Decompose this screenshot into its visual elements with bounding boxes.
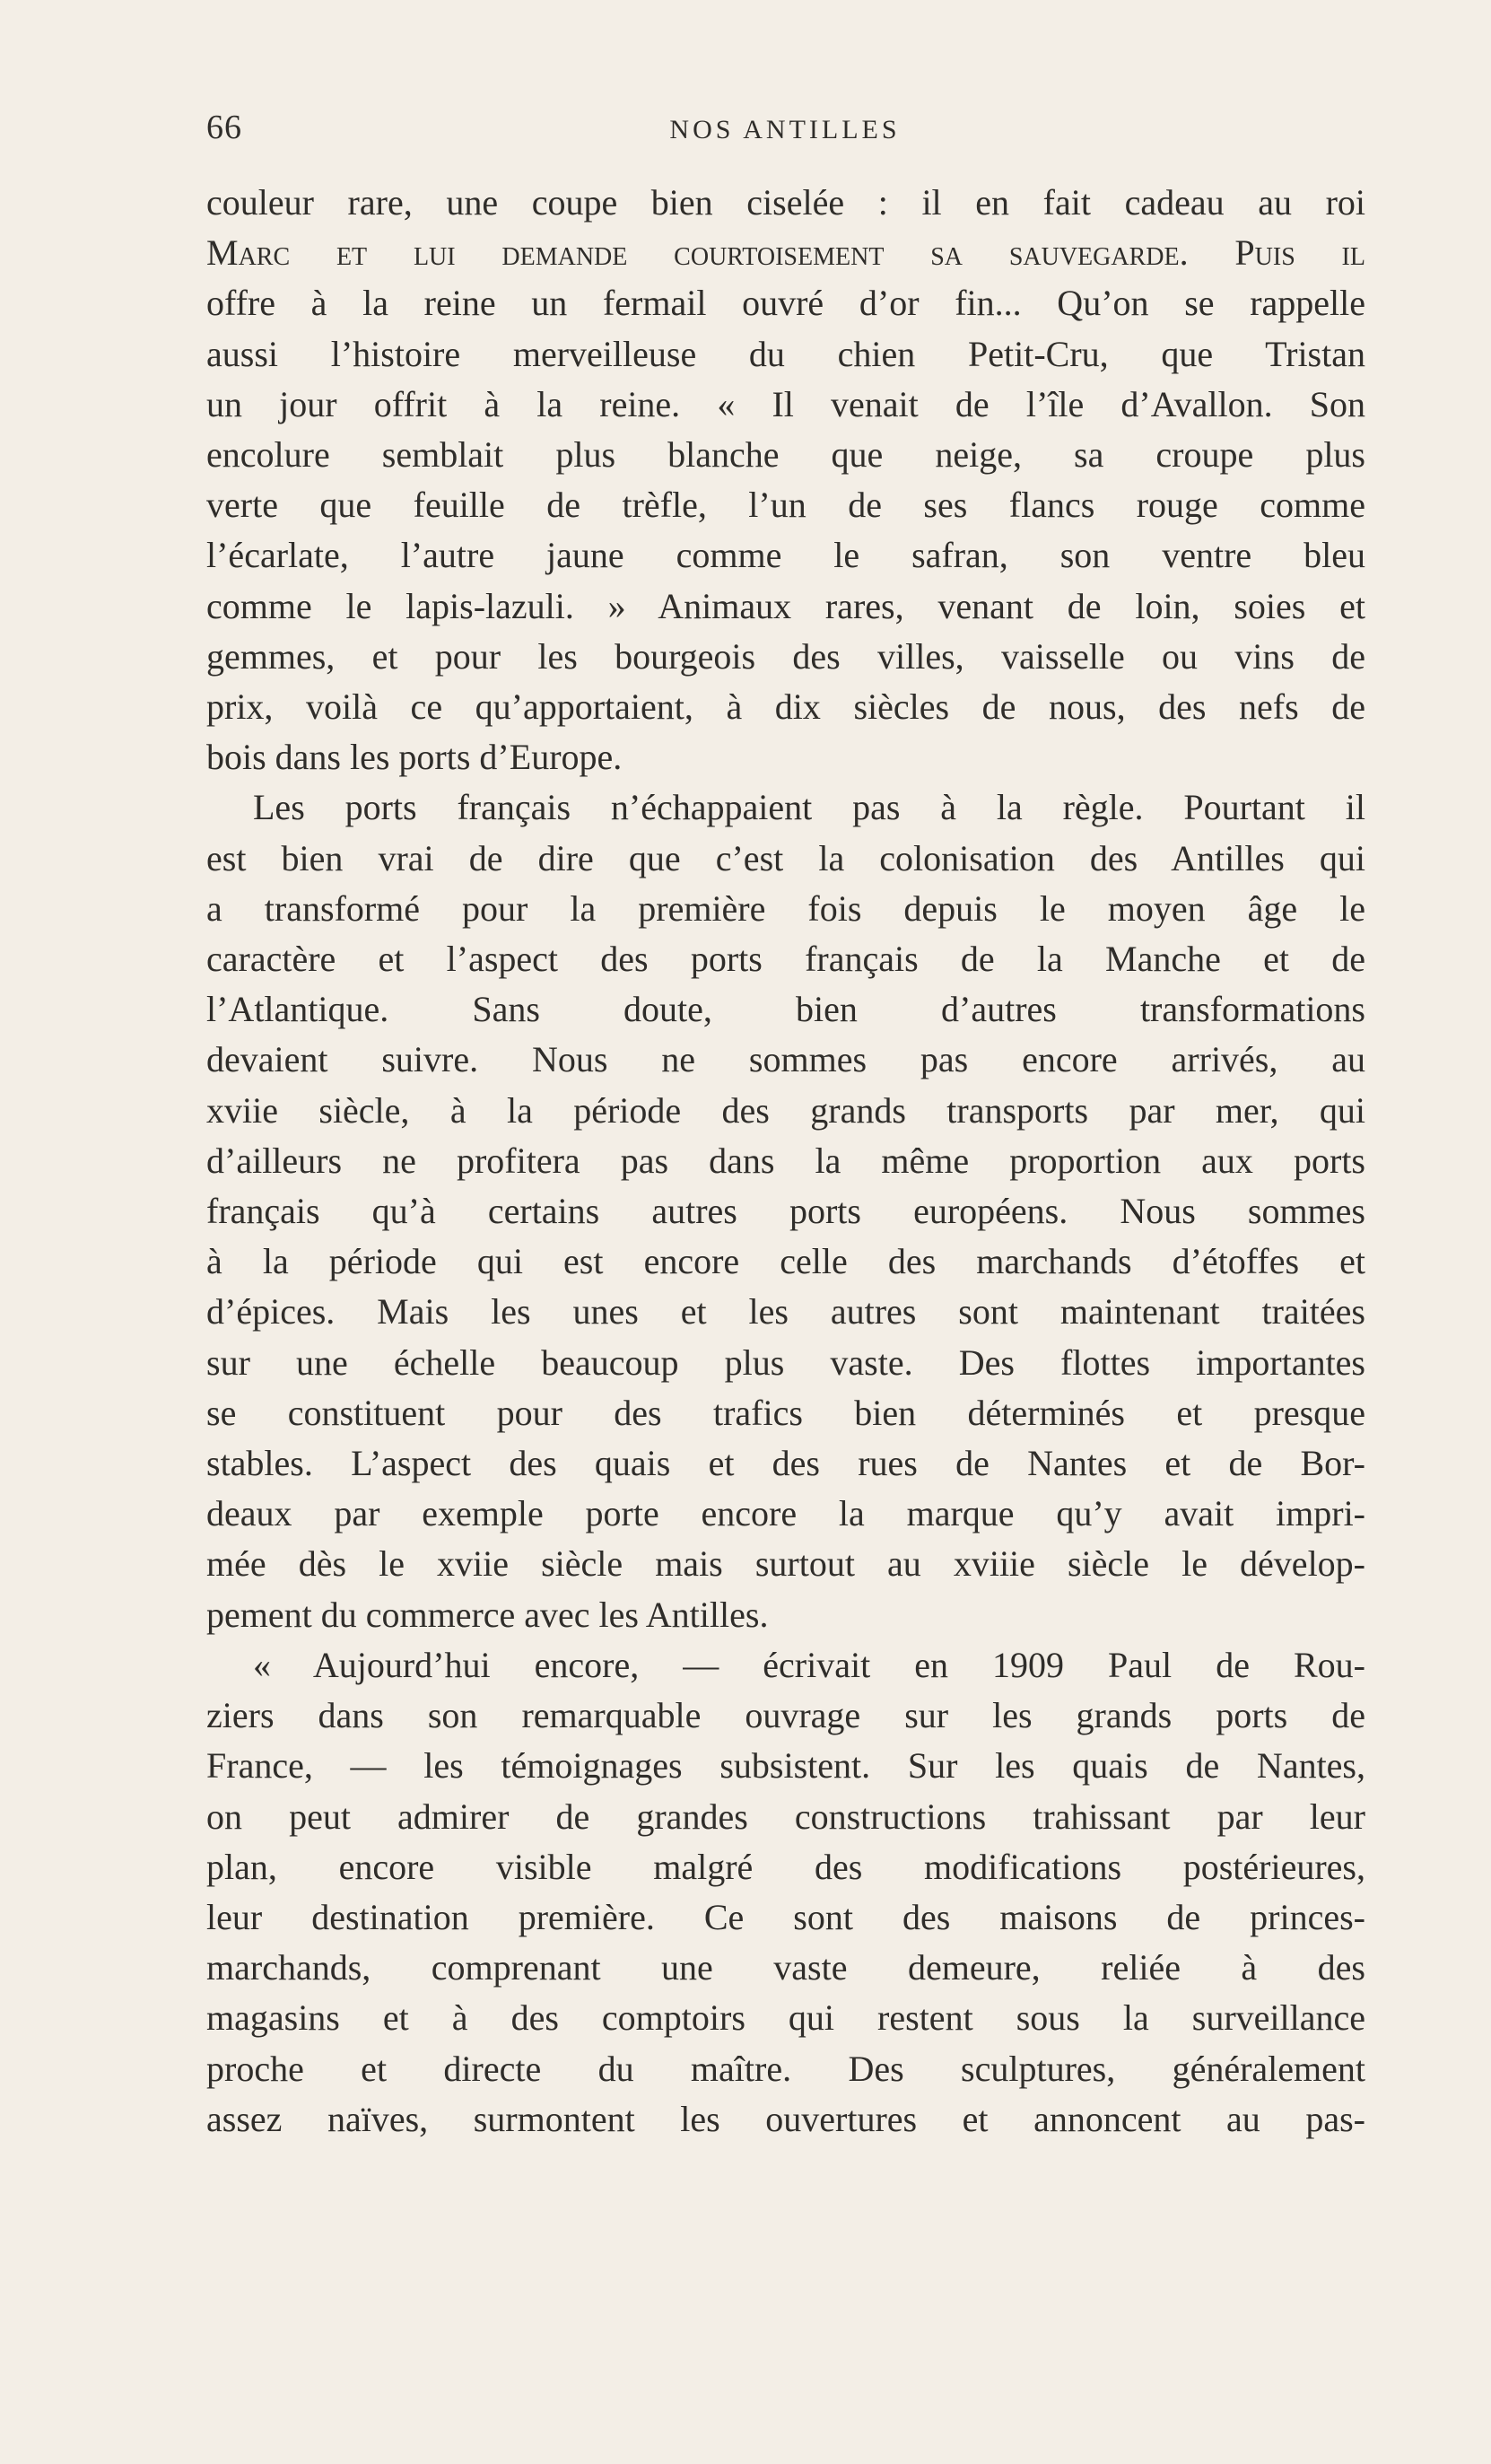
text-line: xviie siècle, à la période des grands transports par mer, qui <box>206 1089 1365 1131</box>
text-line: ziers dans son remarquable ouvrage sur les grands ports de <box>206 1695 1365 1736</box>
text-line: est bien vrai de dire que c’est la colonisation des Antilles qui <box>206 837 1365 878</box>
text-line: « Aujourd’hui encore, — écrivait en 1909 Paul de Rou- <box>253 1644 1365 1685</box>
running-title: NOS ANTILLES <box>669 115 901 144</box>
text-line: caractère et l’aspect des ports français de la Manche et de <box>206 939 1365 980</box>
text-line: deaux par exemple porte encore la marque qu’y avait impri- <box>206 1493 1365 1534</box>
text-line: à la période qui est encore celle des marchands d’étoffes et <box>206 1241 1365 1282</box>
text-line: mée dès le xviie siècle mais surtout au xviiie siècle le dévelop- <box>206 1543 1365 1585</box>
text-line: bois dans les ports d’Europe. <box>206 737 623 778</box>
page-header <box>206 108 1364 162</box>
text-line: se constituent pour des trafics bien déterminés et presque <box>206 1392 1365 1433</box>
text-line: France, — les témoignages subsistent. Sur les quais de Nantes, <box>206 1745 1365 1787</box>
text-line: couleur rare, une coupe bien ciselée : il en fait cadeau au roi <box>206 182 1365 223</box>
text-line: proche et directe du maître. Des sculptures, généralement <box>206 2048 1365 2089</box>
text-line: verte que feuille de trèfle, l’un de ses flancs rouge comme <box>206 485 1365 526</box>
text-line: comme le lapis-lazuli. » Animaux rares, venant de loin, soies et <box>206 585 1365 626</box>
text-line: prix, voilà ce qu’apportaient, à dix siècles de nous, des nefs de <box>206 686 1365 728</box>
text-line: un jour offrit à la reine. « Il venait de l’île d’Avallon. Son <box>206 383 1365 424</box>
text-line: devaient suivre. Nous ne sommes pas encore arrivés, au <box>206 1039 1365 1080</box>
text-line: assez naïves, surmontent les ouvertures et annoncent au pas- <box>206 2098 1365 2139</box>
text-line: stables. L’aspect des quais et des rues de Nantes et de Bor- <box>206 1443 1365 1484</box>
text-line: on peut admirer de grandes constructions trahissant par leur <box>206 1796 1365 1837</box>
text-line: marchands, comprenant une vaste demeure, reliée à des <box>206 1947 1365 1988</box>
text-line: l’écarlate, l’autre jaune comme le safran, son ventre bleu <box>206 535 1365 576</box>
body-text <box>206 178 1365 2145</box>
text-line: français qu’à certains autres ports européens. Nous sommes <box>206 1191 1365 1232</box>
text-line: d’épices. Mais les unes et les autres sont maintenant traitées <box>206 1291 1365 1332</box>
text-line: plan, encore visible malgré des modifications postérieures, <box>206 1846 1365 1887</box>
text-line: a transformé pour la première fois depuis le moyen âge le <box>206 887 1365 929</box>
text-line: aussi l’histoire merveilleuse du chien Petit-Cru, que Tristan <box>206 333 1365 374</box>
text-line: d’ailleurs ne profitera pas dans la même proportion aux ports <box>206 1140 1365 1181</box>
text-line: l’Atlantique. Sans doute, bien d’autres transformations <box>206 989 1365 1030</box>
text-line: leur destination première. Ce sont des maisons de princes- <box>206 1896 1365 1937</box>
text-line: pement du commerce avec les Antilles. <box>206 1594 769 1635</box>
text-line: offre à la reine un fermail ouvré d’or fin... Qu’on se rappelle <box>206 283 1365 324</box>
text-line: encolure semblait plus blanche que neige, sa croupe plus <box>206 434 1365 476</box>
text-line: sur une échelle beaucoup plus vaste. Des flottes importantes <box>206 1341 1365 1383</box>
text-line: magasins et à des comptoirs qui restent sous la surveillance <box>206 1997 1365 2039</box>
text-line: Les ports français n’échappaient pas à la règle. Pourtant il <box>253 787 1365 828</box>
page-number: 66 <box>206 109 242 146</box>
text-line: gemmes, et pour les bourgeois des villes, vaisselle ou vins de <box>206 635 1365 677</box>
text-line: Marc et lui demande courtoisement sa sauvegarde. Puis il <box>206 232 1365 274</box>
